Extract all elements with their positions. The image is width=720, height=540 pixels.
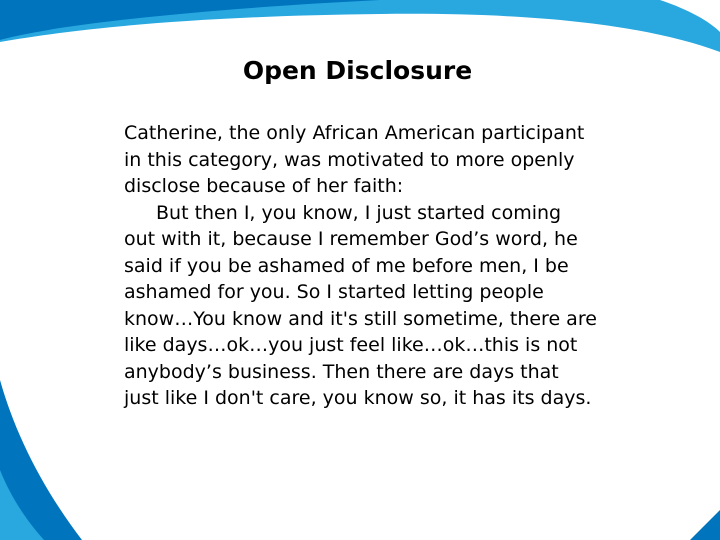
intro-paragraph: Catherine, the only African American participant in this category, was motivated to more openly disclose because of her faith: (124, 122, 585, 197)
slide-body (124, 120, 598, 412)
quote-paragraph: But then I, you know, I just started coming out with it, because I remember God’s word, he said if you be ashamed of me before men, I be ashamed for you. So I started letting people know…You know and it's still sometime, there are like days…ok…you just feel like…ok…this is not anybody’s business. Then there are days that just like I don't care, you know so, it has its days. (124, 201, 597, 409)
bottom-right-wedge (690, 510, 720, 540)
slide-title: Open Disclosure (242, 56, 473, 85)
